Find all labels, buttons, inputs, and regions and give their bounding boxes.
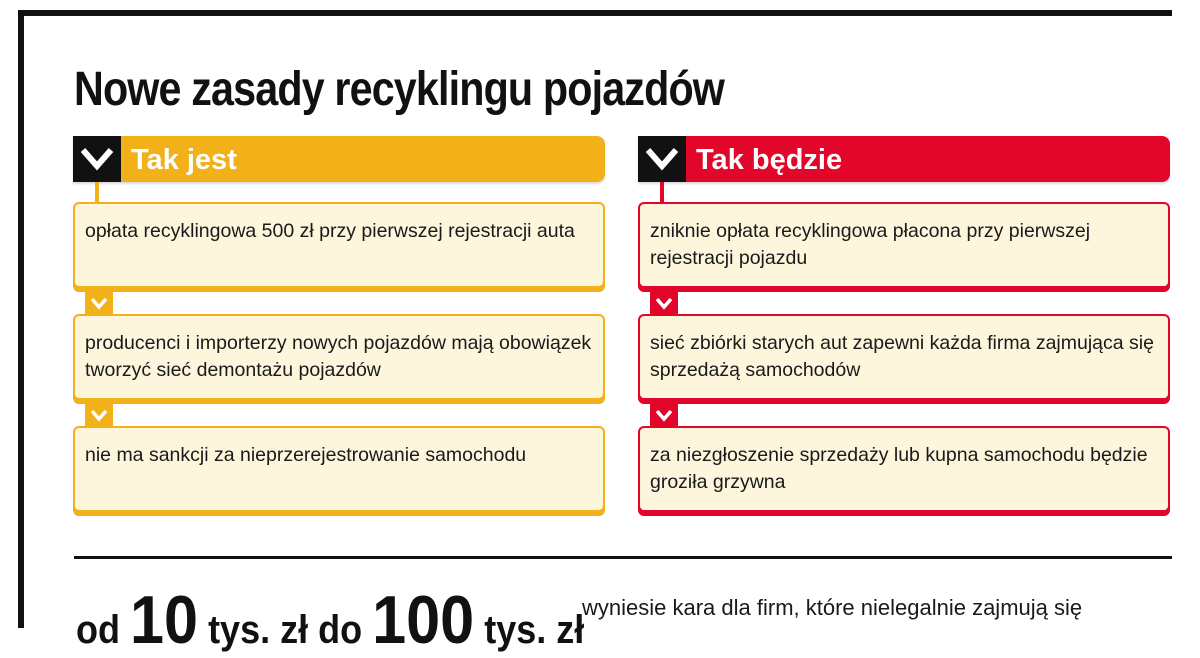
penalty-suffix: tys. zł [474, 608, 585, 652]
section-divider [74, 556, 1172, 559]
frame-left-rule [18, 10, 24, 628]
list-item [638, 314, 1170, 400]
column-tak-bedzie [638, 136, 1170, 493]
list-item [73, 202, 605, 288]
frame-corner [18, 10, 94, 46]
list-item [638, 426, 1170, 512]
column-header [73, 136, 605, 182]
list-item-text: producenci i importerzy nowych pojazdów mają obowiązek tworzyć sieć demontażu pojazdów [85, 332, 592, 381]
chevron-down-icon [638, 136, 686, 182]
page-title: Nowe zasady recyklingu pojazdów [74, 63, 725, 116]
penalty-range [76, 582, 585, 658]
list-item-text: za niezgłoszenie sprzedaży lub kupna samochodu będzie groziła grzywna [650, 444, 1148, 493]
chevron-down-icon [85, 404, 113, 426]
list-item [73, 426, 605, 512]
penalty-max: 100 [372, 582, 475, 658]
penalty-description: wyniesie kara dla firm, które nielegalnie zajmują się [582, 595, 1083, 620]
chevron-down-icon [650, 292, 678, 314]
chevron-down-icon [85, 292, 113, 314]
chevron-down-icon [650, 404, 678, 426]
column-tak-jest [73, 136, 605, 466]
penalty-mid: tys. zł do [198, 608, 373, 652]
list-item-text: sieć zbiórki starych aut zapewni każda firma zajmująca się sprzedażą samochodów [650, 332, 1154, 381]
penalty-min: 10 [129, 582, 199, 658]
column-header-label: Tak będzie [696, 144, 843, 176]
list-item [638, 202, 1170, 288]
connector-line [95, 182, 99, 204]
list-item [73, 314, 605, 400]
chevron-down-icon [73, 136, 121, 182]
penalty-prefix: od [76, 608, 130, 652]
column-header-label: Tak jest [131, 144, 237, 176]
list-item-text: opłata recyklingowa 500 zł przy pierwszej rejestracji auta [85, 220, 575, 242]
list-item-text: zniknie opłata recyklingowa płacona przy pierwszej rejestracji pojazdu [650, 220, 1091, 269]
connector-line [660, 182, 664, 204]
list-item-text: nie ma sankcji za nieprzerejestrowanie samochodu [85, 444, 527, 466]
column-header [638, 136, 1170, 182]
frame-top-rule [18, 10, 1172, 16]
